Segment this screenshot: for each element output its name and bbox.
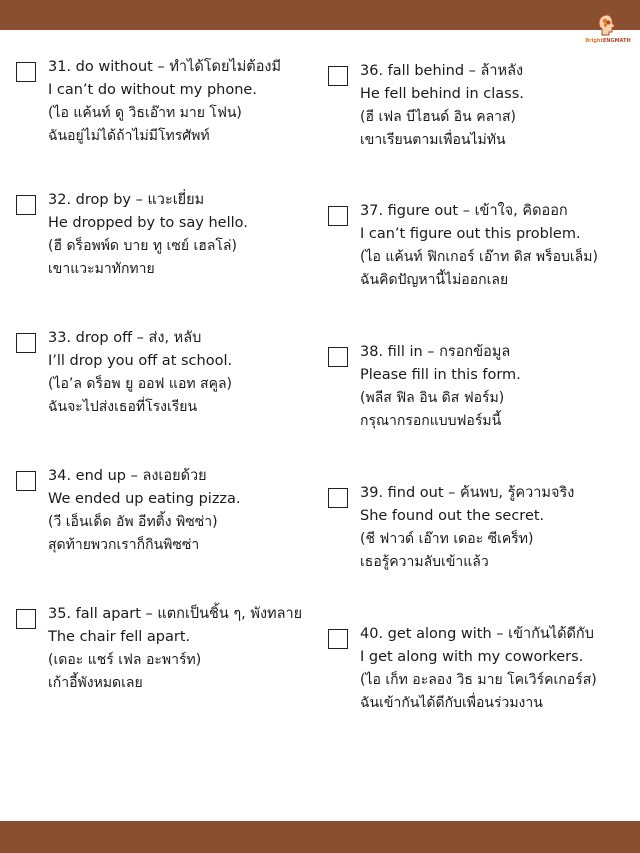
checkbox[interactable] <box>16 333 36 353</box>
brain-head-icon <box>598 14 616 36</box>
example-sentence: I can’t do without my phone. <box>48 82 257 98</box>
term-line: 36. fall behind – ล้าหลัง <box>360 63 524 79</box>
logo-text: BrightENGMATH <box>585 38 631 44</box>
pronunciation: (ฮี ดร็อพพ์ด บาย ทู เซย์ เฮลโล่) <box>48 238 237 254</box>
pronunciation: (ไอ แค้นท์ ดู วิธเอ๊าท มาย โฟน) <box>48 105 242 121</box>
term-line: 34. end up – ลงเอยด้วย <box>48 468 207 484</box>
translation: เขาเรียนตามเพื่อนไม่ทัน <box>360 132 506 148</box>
example-sentence: He dropped by to say hello. <box>48 215 248 231</box>
translation: เขาแวะมาทักทาย <box>48 261 155 277</box>
translation: เธอรู้ความลับเข้าแล้ว <box>360 554 489 570</box>
term-line: 38. fill in – กรอกข้อมูล <box>360 344 511 360</box>
pronunciation: (ไอ เก็ท อะลอง วิธ มาย โคเวิร์คเกอร์ส) <box>360 672 597 688</box>
checkbox[interactable] <box>16 471 36 491</box>
pronunciation: (เดอะ แชร์ เฟล อะพาร์ท) <box>48 652 202 668</box>
checkbox[interactable] <box>328 66 348 86</box>
term-line: 40. get along with – เข้ากันได้ดีกับ <box>360 626 594 642</box>
translation: ฉันคิดปัญหานี้ไม่ออกเลย <box>360 272 509 288</box>
checkbox[interactable] <box>16 195 36 215</box>
pronunciation: (ชี ฟาวด์ เอ๊าท เดอะ ซีเคร็ท) <box>360 531 534 547</box>
translation: ฉันจะไปส่งเธอที่โรงเรียน <box>48 399 198 415</box>
translation: กรุณากรอกแบบฟอร์มนี้ <box>360 413 502 429</box>
example-sentence: I get along with my coworkers. <box>360 649 584 665</box>
checkbox[interactable] <box>328 206 348 226</box>
pronunciation: (ไอ แค้นท์ ฟิกเกอร์ เอ๊าท ดิส พร็อบเล็ม) <box>360 249 598 265</box>
pronunciation: (วี เอ็นเด็ด อัพ อีทติ้ง พิซซ่า) <box>48 514 218 530</box>
pronunciation: (พลีส ฟิล อิน ดิส ฟอร์ม) <box>360 390 505 406</box>
example-sentence: The chair fell apart. <box>48 629 191 645</box>
example-sentence: I can’t figure out this problem. <box>360 226 581 242</box>
term-line: 37. figure out – เข้าใจ, คิดออก <box>360 203 568 219</box>
checkbox[interactable] <box>16 609 36 629</box>
translation: เก้าอี้พังหมดเลย <box>48 675 143 691</box>
checkbox[interactable] <box>328 347 348 367</box>
example-sentence: He fell behind in class. <box>360 86 524 102</box>
translation: สุดท้ายพวกเราก็กินพิซซ่า <box>48 537 200 553</box>
checkbox[interactable] <box>328 488 348 508</box>
term-line: 33. drop off – ส่ง, หลับ <box>48 330 202 346</box>
bottom-band <box>0 821 640 853</box>
term-line: 32. drop by – แวะเยี่ยม <box>48 192 205 208</box>
pronunciation: (ไอ’ล ดร็อพ ยู ออฟ แอท สคูล) <box>48 376 232 392</box>
logo <box>582 14 632 48</box>
translation: ฉันเข้ากันได้ดีกับเพื่อนร่วมงาน <box>360 695 543 711</box>
checkbox[interactable] <box>16 62 36 82</box>
checkbox[interactable] <box>328 629 348 649</box>
top-band <box>0 0 640 30</box>
translation: ฉันอยู่ไม่ได้ถ้าไม่มีโทรศัพท์ <box>48 128 210 144</box>
term-line: 31. do without – ทำได้โดยไม่ต้องมี <box>48 59 282 75</box>
example-sentence: We ended up eating pizza. <box>48 491 241 507</box>
example-sentence: I’ll drop you off at school. <box>48 353 233 369</box>
pronunciation: (ฮี เฟล บีไฮนด์ อิน คลาส) <box>360 109 517 125</box>
term-line: 39. find out – ค้นพบ, รู้ความจริง <box>360 485 575 501</box>
term-line: 35. fall apart – แตกเป็นชิ้น ๆ, พังทลาย <box>48 606 303 622</box>
example-sentence: Please fill in this form. <box>360 367 521 383</box>
example-sentence: She found out the secret. <box>360 508 545 524</box>
